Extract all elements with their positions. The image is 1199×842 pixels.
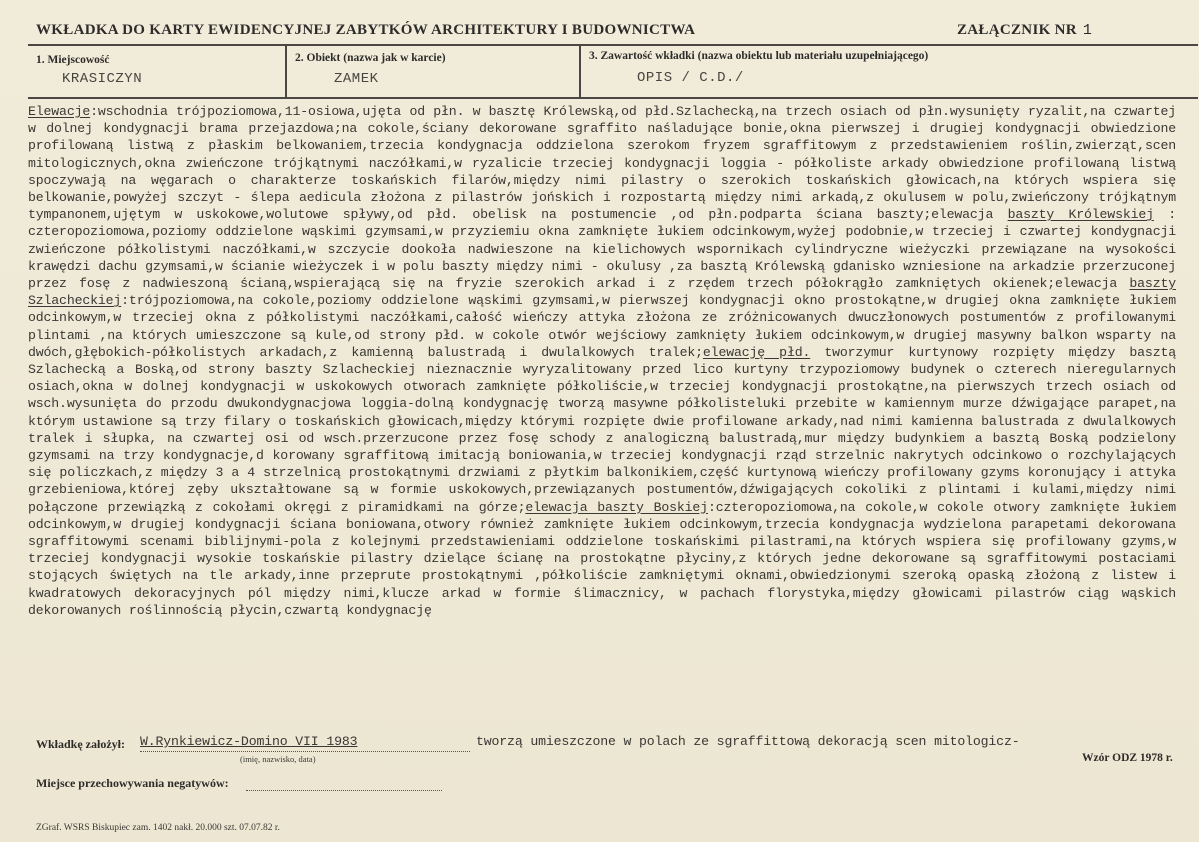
content-value: OPIS / C.D./: [637, 70, 744, 86]
completed-by-label: Wkładkę założył:: [36, 737, 125, 751]
attachment-label: [957, 22, 1092, 39]
section-divine-tower: elewacja baszty Boskiej: [525, 499, 708, 515]
completed-by-dotline: [140, 751, 470, 752]
completed-by-value: W.Rynkiewicz-Domino VII 1983: [140, 734, 358, 749]
fields-bottom-rule: [28, 97, 1198, 99]
card-title: WKŁADKA DO KARTY EWIDENCYJNEJ ZABYTKÓW ARCHITEKTURY I BUDOWNICTWA: [36, 22, 696, 38]
attachment-number: 1: [1082, 22, 1093, 39]
locality-value: KRASICZYN: [62, 71, 143, 87]
description-text: [28, 103, 1176, 733]
print-info: ZGraf. WSRS Biskupiec zam. 1402 nakł. 20.000 szt. 07.07.82 r.: [36, 823, 280, 833]
section-royal-tower: baszty Królewskiej: [1007, 207, 1154, 223]
field-divider-1: [285, 45, 287, 98]
description-part-3: :trójpoziomowa,na cokole,poziomy oddzielone wąskimi gzymsami,w pierwszej kondygnacji okno prostokątne,w drugiej okna zamknięte łukiem odcinkowym,w trzeciej okna z półkolistymi naczółkami,całość wieńczy attyka złożona ze zróżnicowanych dwuczłonowych postumentów z profilowanymi plintami ,na których umieszczone są kule,od strony płd. w cokole otwór wejściowy zamknięty łukiem odcinkowym,w drugiej masywny balkon wsparty na dwóch,głębokich-półkolistych arkadach,z kamienną balustradą i dwulalkowych tralek;: [28, 293, 1176, 360]
object-label: 2. Obiekt (nazwa jak w karcie): [295, 52, 446, 64]
description-part-1: :wschodnia trójpoziomowa,11-osiowa,ujęta od płn. w basztę Królewską,od płd.Szlachecką,na trzech osiach od płn.wysunięty ryzalit,na czwartej w dolnej kondygnacji brama przejazdowa;na cokole,ściany dekorowane sgraffito naśladujące bonie,okna pierwszej i drugiej kondygnacji obwiedzione profilowaną listwą z płaskim belkowaniem,trzecia kondygnacja oddzielona szerokom fryzem sgraffitowym z przedstawieniem roślin,zwierząt,scen mitologicznych,okna zwieńczone trójkątnymi naczółkami,w ryzalicie trzeciej kondygnacji loggia - półkoliste arkady obwiedzione profilowaną listwą spoczywają na węgarach o charakterze toskańskich filarów,między nimi pilastry o szerokich toskańskich głowicach,na których wspiera się belkowanie,powyżej szczyt - ślepa aedicula złożona z pilastrów jońskich i rozpostartą między nimi arkadą,z okulusem w polu,zwieńczony trójkątnym tympanonem,ujętym w uskokowe,wolutowe spływy,od płd. obelisk na postumencie ,od płn.podparta ściana baszty;elewacja: [28, 104, 1176, 223]
section-noble-tower: baszty Szlacheckiej: [28, 276, 1176, 309]
content-label: 3. Zawartość wkładki (nazwa obiektu lub materiału uzupełniającego): [589, 50, 929, 62]
object-value: ZAMEK: [334, 71, 379, 87]
negatives-dotline: [246, 790, 442, 791]
section-south-facade: elewację płd.: [702, 344, 811, 360]
description-part-2: : czteropoziomowa,poziomy oddzielone wąskimi gzymsami,w przyziemiu okna zamknięte łukiem odcinkowym,wyżej podobnie,w trzeciej i czwartej kondygnacji zwieńczone półkolistymi naczółkami,w szczycie dookoła nadwieszone na kielichowych wspornikach cylindryczne wieżyczki przewiązane na wysokości krawędzi dachu gzymsami,w ścianie wieżyczek i w polu baszty między nimi - okulusy ,za basztą Królewską gdanisko wzniesione na arkadzie przerzuconej przez fosę z nadwieszoną ścianą,wspierającą się na fryzie szerokich arkad i z rzędem trzech półokrągło zamkniętych okienek;elewacja: [28, 207, 1176, 292]
field-divider-2: [579, 45, 581, 98]
locality-label: 1. Miejscowość: [36, 54, 110, 66]
section-facades: Elewacje: [28, 104, 91, 119]
header-top-rule: [28, 44, 1198, 46]
negatives-label: Miejsce przechowywania negatywów:: [36, 776, 229, 790]
completed-by-hint: (imię, nazwisko, data): [240, 754, 316, 764]
attachment-label-text: ZAŁĄCZNIK NR: [957, 22, 1077, 38]
description-part-5: :czteropoziomowa,na cokole,w cokole otwory zamknięte łukiem odcinkowym,w drugiej kondygnacji ściana boniowana,otwory również zamknięte łukiem odcinkowym,trzecia kondygnacja wydzielona parapetami dekorowana sgraffitowymi scenami biblijnymi-pola z kolejnymi przedstawieniami oddzielone toskańskimi pilastrami,na których wspiera się profilowany gzyms,w trzeciej kondygnacji wysokie toskańskie pilastry dzielące ścianę na prostokątne płyciny,z których jedne dekorowane są sgraffitowymi postaciami stojących świętych na tle arkady,inne przeprute prostokątnymi ,półkoliście zamkniętymi oknami,obwiedzionymi szeroką opaską złożoną z listew i kwadratowych dekoracyjnych pól między nimi,klucze arkad w formie ślimacznicy, w pachach florystyka,między głowicami pilastrów ciąg wąskich dekorowanych roślinnością płycin,czwartą kondygnację: [28, 499, 1176, 618]
continuation-line: tworzą umieszczone w polach ze sgraffittową dekoracją scen mitologicz-: [476, 734, 1020, 749]
description-part-4: tworzymur kurtynowy rozpięty między basztą Szlachecką a Boską,od strony baszty Szlacheckiej nieznacznie wyryzalitowany przed lico kurtyny trzypoziomowy budynek o czterech nieregularnych osiach,okna w dolnej kondygnacji w uskokowych otworach zamknięte półkoliście,w trzeciej kondygnacji prostokątne,na pierwszych trzech osiach od wsch.wysunięta do przodu dwukondygnacjowa loggia-dolną kondygnację tworzą masywne półkolisteluki przebite w kamiennym murze dźwigające parapet,na którym ustawione są trzy filary o toskańskich głowicach,między którymi rozpięte dwie profilowane arkady,nad nimi kamienna balustrada z dwulalkowych tralek i słupka, na czwartej osi od wsch.przerzucone przez fosę schody z analogiczną balustradą,mur między budynkiem a basztą Boską podzielony gzymsami na trzy kondygnacje,d korowany sgraffitową imitacją boniowania,w trzeciej kondygnacji rząd strzelnic nakrytych odcinkowo o rozchylających się policzkach,z między 3 a 4 strzelnicą prostokątnymi drzwiami z płytkim balkonikiem,część kurtynową wieńczy profilowany gzyms koronujący i attyka grzebieniowa,której zęby ukształtowane są w formie uskokowych,przewiązanych postumentów,dźwigających cokoliki z plintami i kulami,między nimi połączone przewiązką z cokołami okręgi z piramidkami na górze;: [28, 344, 1176, 515]
form-model: Wzór ODZ 1978 r.: [1082, 752, 1173, 764]
